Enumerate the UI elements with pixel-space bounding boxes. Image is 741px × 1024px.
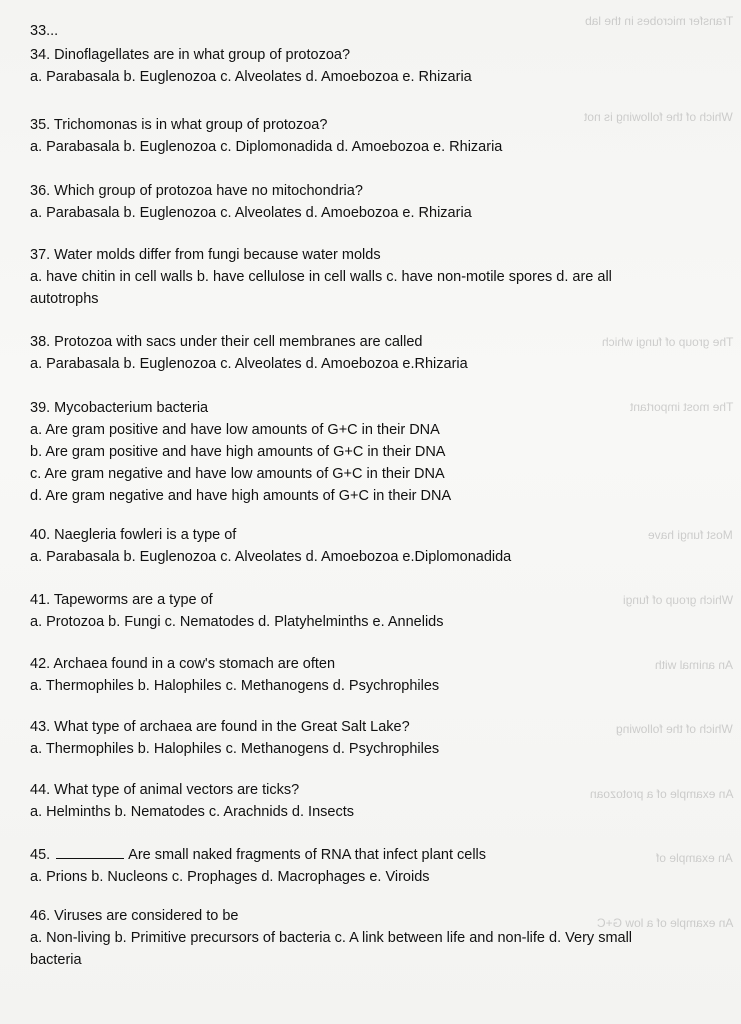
bleed-through-decoration: An example of a low G+C (596, 916, 733, 930)
bleed-through-decoration: Transfer microbes in the lab (584, 14, 733, 28)
bleed-through-decoration: An example of a protozoan (589, 787, 733, 801)
question-text: 40. Naegleria fowleri is a type of (30, 527, 237, 543)
question-text: 39. Mycobacterium bacteria (30, 400, 209, 416)
answer-choices: a. Thermophiles b. Halophiles c. Methanogens d. Psychrophiles (30, 741, 440, 757)
question-text: 38. Protozoa with sacs under their cell membranes are called (30, 334, 423, 350)
question-text: 35. Trichomonas is in what group of protozoa? (30, 117, 328, 133)
bleed-through-decoration: An example of (656, 851, 733, 865)
answer-choices: a. Non-living b. Primitive precursors of bacteria c. A link between life and non-life d. Very small (30, 930, 633, 946)
answer-choices: a. Parabasala b. Euglenozoa c. Alveolates d. Amoebozoa e. Rhizaria (30, 69, 472, 85)
question-text: 46. Viruses are considered to be (30, 908, 239, 924)
question-text: 41. Tapeworms are a type of (30, 592, 213, 608)
question-number: 45. (30, 847, 51, 863)
answer-choices: a. Parabasala b. Euglenozoa c. Alveolates d. Amoebozoa e.Rhizaria (30, 356, 468, 372)
bleed-through-decoration: Which of the following is not (584, 110, 733, 124)
answer-choice-a: a. Are gram positive and have low amounts of G+C in their DNA (30, 422, 440, 438)
answer-choice-b: b. Are gram positive and have high amounts of G+C in their DNA (30, 444, 446, 460)
answer-choice-d: d. Are gram negative and have high amounts of G+C in their DNA (30, 488, 452, 504)
question-stem: Are small naked fragments of RNA that infect plant cells (128, 847, 487, 863)
question-43 (30, 716, 439, 760)
bleed-through-decoration: Which group of fungi (622, 593, 733, 607)
question-42 (30, 653, 439, 697)
question-44 (30, 779, 354, 823)
bleed-through-decoration: Most fungi have (648, 528, 733, 542)
question-text (30, 844, 486, 866)
bleed-through-decoration: The most important (629, 400, 733, 414)
bleed-through-decoration: An animal with (654, 658, 733, 672)
answer-choices-continued: bacteria (30, 952, 82, 968)
question-34 (30, 44, 472, 88)
bleed-through-decoration: The group of fungi which (601, 335, 733, 349)
question-text: 37. Water molds differ from fungi because water molds (30, 247, 381, 263)
question-39 (30, 397, 451, 507)
question-text: 36. Which group of protozoa have no mitochondria? (30, 183, 363, 199)
answer-choices: a. Prions b. Nucleons c. Prophages d. Macrophages e. Viroids (30, 869, 430, 885)
question-41 (30, 589, 443, 633)
question-40 (30, 524, 511, 568)
answer-choices: a. Thermophiles b. Halophiles c. Methanogens d. Psychrophiles (30, 678, 440, 694)
answer-choice-c: c. Are gram negative and have low amounts of G+C in their DNA (30, 466, 445, 482)
question-text: 33... (30, 23, 59, 39)
answer-choices: a. Protozoa b. Fungi c. Nematodes d. Platyhelminths e. Annelids (30, 614, 444, 630)
question-36 (30, 180, 472, 224)
answer-choices-continued: autotrophs (30, 291, 99, 307)
answer-choices: a. Parabasala b. Euglenozoa c. Alveolates d. Amoebozoa e.Diplomonadida (30, 549, 512, 565)
question-33 (30, 20, 58, 42)
bleed-through-decoration: Which of the following (616, 722, 733, 736)
question-text: 44. What type of animal vectors are ticks? (30, 782, 300, 798)
question-text: 43. What type of archaea are found in the Great Salt Lake? (30, 719, 410, 735)
question-45 (30, 844, 486, 888)
question-37 (30, 244, 612, 310)
answer-choices: a. have chitin in cell walls b. have cellulose in cell walls c. have non-motile spores d. are all (30, 269, 612, 285)
question-text: 42. Archaea found in a cow's stomach are often (30, 656, 336, 672)
answer-choices: a. Helminths b. Nematodes c. Arachnids d. Insects (30, 804, 354, 820)
question-text: 34. Dinoflagellates are in what group of protozoa? (30, 47, 351, 63)
answer-blank (56, 844, 124, 859)
answer-choices: a. Parabasala b. Euglenozoa c. Alveolates d. Amoebozoa e. Rhizaria (30, 205, 472, 221)
question-46 (30, 905, 632, 971)
answer-choices: a. Parabasala b. Euglenozoa c. Diplomonadida d. Amoebozoa e. Rhizaria (30, 139, 503, 155)
question-35 (30, 114, 502, 158)
question-38 (30, 331, 468, 375)
